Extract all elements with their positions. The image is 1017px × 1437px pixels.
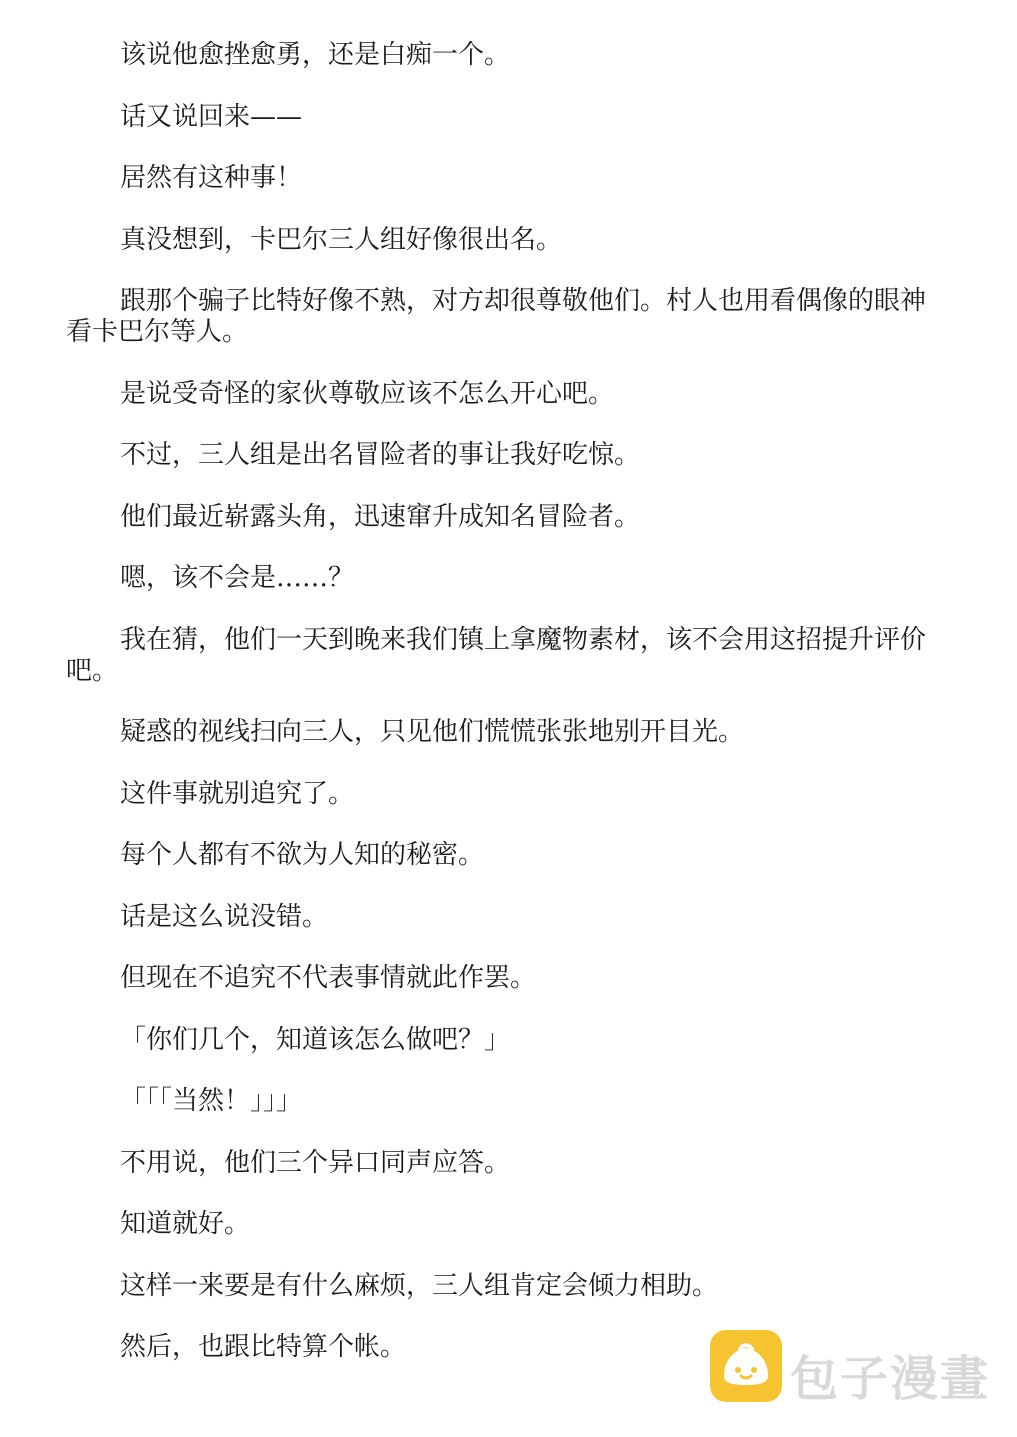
paragraph: 话又说回来—— — [120, 101, 303, 132]
paragraph: 我在猜，他们一天到晚来我们镇上拿魔物素材，该不会用这招提升评价吧。 — [66, 624, 927, 686]
paragraph: 「你们几个，知道该怎么做吧？」 — [120, 1024, 511, 1055]
paragraph: 该说他愈挫愈勇，还是白痴一个。 — [120, 40, 511, 70]
paragraph: 是说受奇怪的家伙尊敬应该不怎么开心吧。 — [120, 378, 615, 409]
watermark-text: 包子漫畫 — [790, 1351, 991, 1407]
paragraph: 不用说，他们三个异口同声应答。 — [120, 1147, 511, 1178]
paragraph: 不过，三人组是出名冒险者的事让我好吃惊。 — [120, 440, 641, 470]
paragraph: 每个人都有不欲为人知的秘密。 — [120, 840, 485, 870]
paragraph: 「「「当然！」」」 — [120, 1086, 303, 1116]
paragraph: 他们最近崭露头角，迅速窜升成知名冒险者。 — [120, 501, 641, 532]
paragraph: 然后，也跟比特算个帐。 — [120, 1332, 407, 1362]
paragraph: 嗯，该不会是……？ — [120, 563, 355, 593]
watermark — [710, 1330, 1000, 1410]
paragraph: 居然有这种事！ — [120, 163, 303, 193]
paragraph: 跟那个骗子比特好像不熟，对方却很尊敬他们。村人也用看偶像的眼神看卡巴尔等人。 — [66, 286, 927, 347]
paragraph: 这件事就别追究了。 — [120, 778, 355, 809]
novel-text — [66, 40, 946, 1394]
paragraph: 话是这么说没错。 — [120, 901, 329, 932]
paragraph: 真没想到，卡巴尔三人组好像很出名。 — [120, 224, 563, 255]
bun-face-icon — [710, 1330, 782, 1402]
paragraph: 知道就好。 — [120, 1209, 251, 1239]
paragraph: 这样一来要是有什么麻烦，三人组肯定会倾力相助。 — [120, 1270, 719, 1301]
paragraph: 疑惑的视线扫向三人，只见他们慌慌张张地别开目光。 — [120, 717, 745, 747]
paragraph: 但现在不追究不代表事情就此作罢。 — [120, 963, 537, 993]
